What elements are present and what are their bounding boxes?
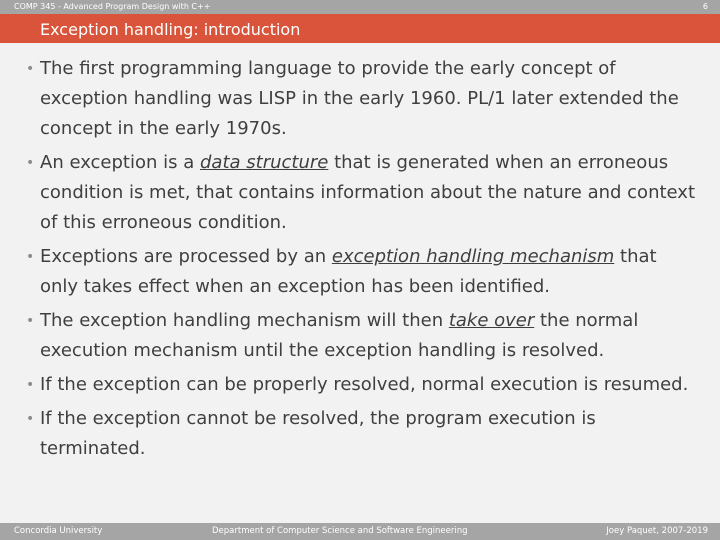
bullet-text: If the exception can be properly resolved, normal execution is resumed. xyxy=(40,374,689,395)
bullet-item xyxy=(26,370,698,400)
page-number: 6 xyxy=(702,2,708,11)
bullet-marker: • xyxy=(26,61,35,77)
bullet-marker: • xyxy=(26,313,35,329)
bullet-marker: • xyxy=(26,377,35,393)
bullet-item xyxy=(26,306,698,366)
bullet-text: that only takes effect when an exception has been identified. xyxy=(40,246,657,297)
slide-title: Exception handling: introduction xyxy=(30,14,310,43)
bullet-item xyxy=(26,404,698,464)
emphasized-term: exception handling mechanism xyxy=(331,246,615,267)
bullet-list xyxy=(26,54,698,468)
bullet-marker: • xyxy=(26,155,35,171)
footer-university: Concordia University xyxy=(14,526,103,536)
bullet-text: the normal execution mechanism until the exception handling is resolved. xyxy=(40,310,639,361)
emphasized-term: take over xyxy=(448,310,535,331)
footer-department: Department of Computer Science and Software Engineering xyxy=(212,526,468,536)
bullet-text: An exception is a xyxy=(40,152,200,173)
bullet-marker: • xyxy=(26,249,35,265)
bullet-item xyxy=(26,54,698,144)
bullet-text: If the exception cannot be resolved, the program execution is terminated. xyxy=(40,408,596,459)
bullet-marker: • xyxy=(26,411,35,427)
bullet-text: The exception handling mechanism will then xyxy=(40,310,449,331)
top-bar xyxy=(0,0,720,14)
bullet-text: The first programming language to provide the early concept of exception handling was LISP in the early 1960. PL/1 later extended the concept in the early 1970s. xyxy=(40,58,679,139)
course-name: COMP 345 - Advanced Program Design with C++ xyxy=(14,2,211,11)
bullet-item xyxy=(26,242,698,302)
footer-author: Joey Paquet, 2007-2019 xyxy=(606,526,708,536)
bullet-text: that is generated when an erroneous condition is met, that contains information about the nature and context of this erroneous condition. xyxy=(40,152,696,233)
bullet-item xyxy=(26,148,698,238)
emphasized-term: data structure xyxy=(200,152,329,173)
title-bar xyxy=(0,14,720,43)
footer-bar xyxy=(0,523,720,540)
bullet-text: Exceptions are processed by an xyxy=(40,246,332,267)
